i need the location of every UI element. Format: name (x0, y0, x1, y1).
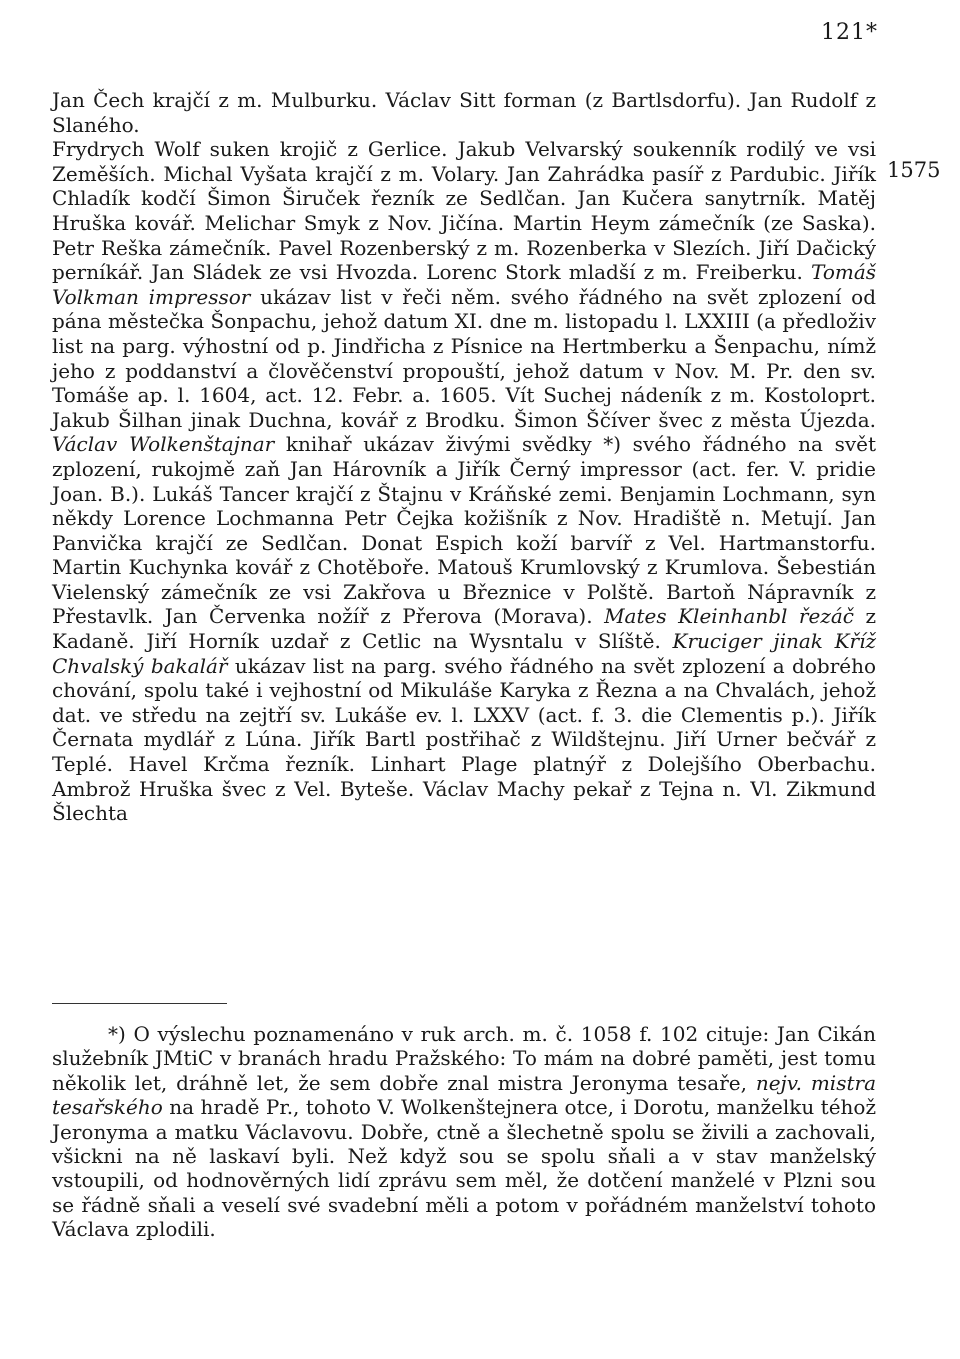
footnote-italic: nejv. mistra tesařského (52, 1070, 876, 1120)
footnote-part-b: na hradě Pr., tohoto V. Wolkenštejnera otce, i Dorotu, manželku téhož Jeronyma a matku Václavovu. Dobře, ctně a šlechetně spolu se živili a zachovali, všickni na ně laskaví byli. Než když sou se spolu sňali a v stav manželský vstoupili, od hodnověrných lidí zprávu sem měl, že dotčení manželé v Plzni sou se řádně sňali a veselí své svadební měli a potom v pořádném manželství tohoto Václava zplodili. (52, 1095, 876, 1242)
footnote (52, 1022, 876, 1242)
italic-name-volkman: Tomáš Volkman impressor (52, 260, 877, 309)
paragraph-2-part-c: knihař ukázav živými svědky *) svého řádného na svět zplození, rukojmě zaň Jan Hárovník a Jiřík Černý impressor (act. fer. V. pridie Joan. B.). Lukáš Tancer krajčí z Štajnu v Kráňské zemi. Benjamin Lochmann, syn někdy Lorence Lochmanna Petr Čejka kožišník z Nov. Hradiště n. Metují. Jan Panvička krajčí ze Sedlčan. Donat Espich koží barvíř z Vel. Hartmanstorfu. Martin Kuchynka kovář z Chotěboře. Matouš Krumlovský z Krumlova. Šebestián Vielenský zámečník ze vsi Zakřova u Březnice v Polště. Bartoň Nápravník z Přestavlk. Jan Červenka nožíř z Přerova (Morava). (52, 432, 877, 629)
paragraph-2-part-b: ukázav list v řeči něm. svého řádného na svět zplození od pána městečka Šonpachu, jehož datum XI. dne m. listopadu l. LXXIII (a předloživ list na parg. výhostní od p. Jindřicha z Písnice na Hertmberku a Šenpachu, nímž jeho z poddanství a člověčenství propouští, jehož datum v Nov. M. Pr. den sv. Tomáše ap. l. 1604, act. 12. Febr. a. 1605. Vít Suchej nádeník z m. Kostoloprt. Jakub Šilhan jinak Duchna, kovář z Brodku. Šimon Ščíver švec z města Újezda. (52, 284, 877, 432)
italic-name-kruciger: Kruciger jinak Kříž Chvalský bakalář (52, 629, 877, 678)
body-text (52, 88, 876, 826)
margin-year: 1575 (887, 158, 941, 182)
paragraph-2-part-e: ukázav list na parg. svého řádného na svět zplození a dobrého chování, spolu také i vejhostní od Mikuláše Karyka z Řezna a na Chvalách, jehož dat. ve středu na zejtří sv. Lukáše ev. l. LXXV (act. f. 3. die Clementis p.). Jiřík Černata mydlář z Lúna. Jiřík Bartl postřihač z Wildštejnu. Jiří Urner bečvář z Teplé. Havel Krčma řezník. Linhart Plage platnýř z Dolejšího Oberbachu. Ambrož Hruška švec z Vel. Byteše. Václav Machy pekař z Tejna n. Vl. Zikmund Šlechta (52, 653, 877, 826)
paragraph-2-part-d: z Kadaně. Jiří Horník uzdař z Cetlic na Wysntalu v Slíště. (52, 604, 877, 654)
page-number: 121* (821, 20, 878, 45)
footnote-part-a: *) O výslechu poznamenáno v ruk arch. m. č. 1058 f. 102 cituje: Jan Cikán služebník JMtiC v branách hradu Pražského: To mám na dobré paměti, jest tomu několik let, dráhně let, že sem dobře znal mistra Jeronyma tesaře, (52, 1022, 876, 1095)
italic-name-kleinhanbl: Mates Kleinhanbl řezáč (604, 604, 854, 629)
paragraph-2-part-a: Frydrych Wolf suken krojič z Gerlice. Jakub Velvarský soukenník rodilý ve vsi Zeměších. Michal Vyšata krajčí z m. Volary. Jan Zahrádka pasíř z Pardubic. Jiřík Chladík kodčí Šimon Širuček řezník ze Sedlčan. Jan Kučera sanytrník. Matěj Hruška kovář. Melichar Smyk z Nov. Jičína. Martin Heym zámečník (ze Saska). Petr Reška zámečník. Pavel Rozenberský z m. Rozenberka v Slezích. Jiří Dačický perníkář. Jan Sládek ze vsi Hvozda. Lorenc Stork mladší z m. Freiberku. (52, 137, 876, 285)
italic-name-wolkenstajnar: Václav Wolkenštajnar (52, 432, 275, 457)
footnote-divider (52, 1003, 227, 1004)
paragraph-1: Jan Čech krajčí z m. Mulburku. Václav Sitt forman (z Bartlsdorfu). Jan Rudolf z Slaného. (52, 88, 876, 137)
